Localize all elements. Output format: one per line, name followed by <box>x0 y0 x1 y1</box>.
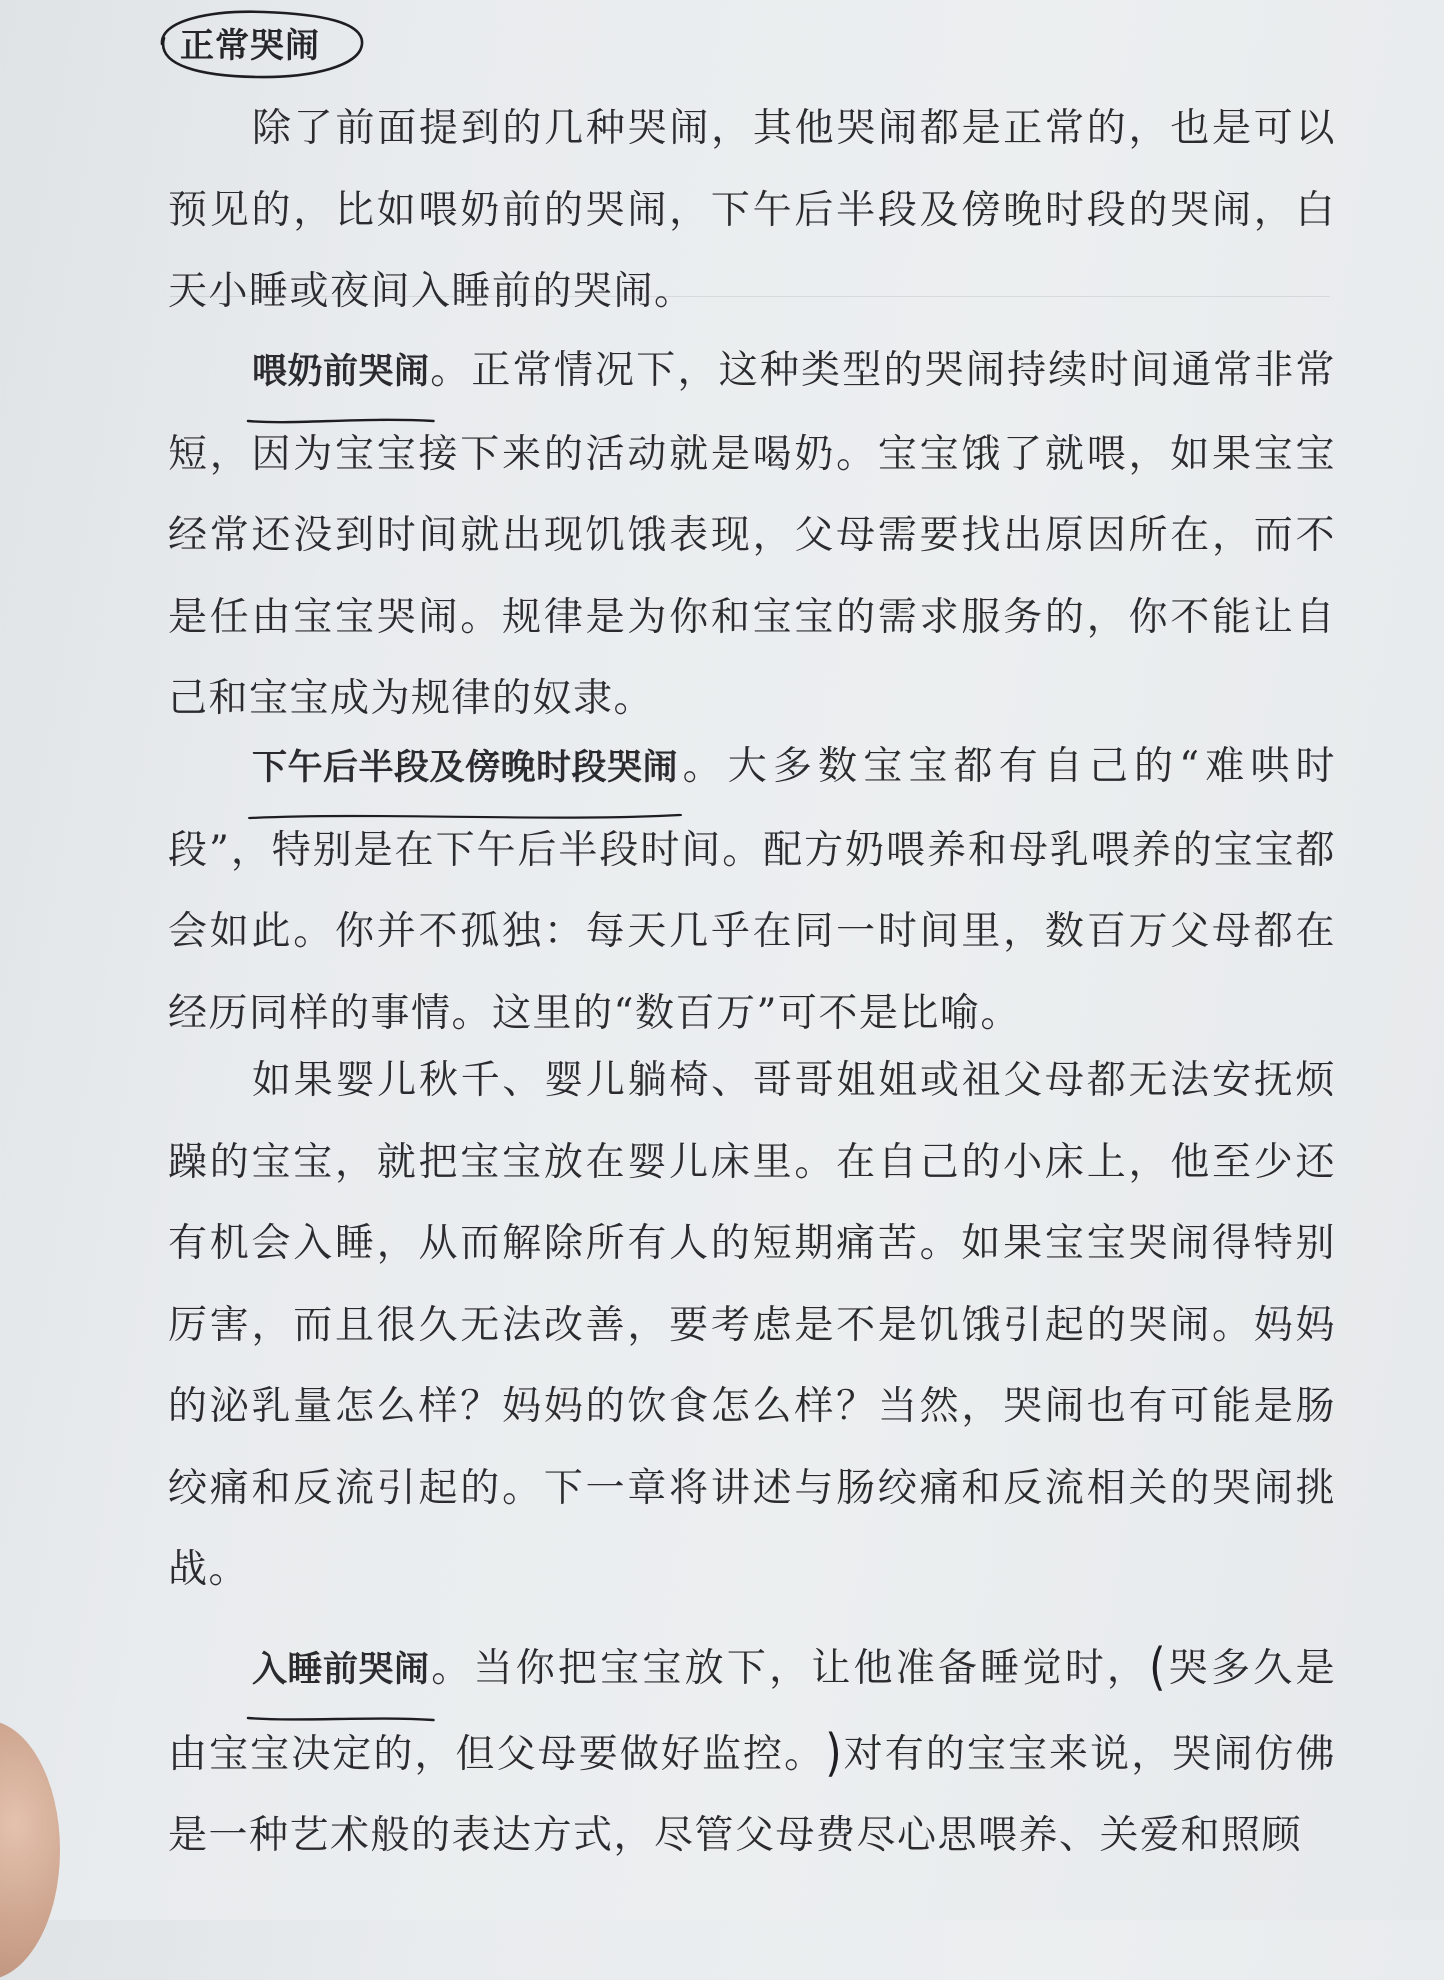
term-before-feeding <box>252 332 430 414</box>
paragraph-before-sleep-text-2: 对有的宝宝来说，哭闹仿佛是一种艺术般的表达方式，尽管父母费尽心思喂养、关爱和照顾 <box>168 1731 1336 1858</box>
term-afternoon <box>252 728 678 810</box>
paragraph-crib <box>168 1040 1336 1611</box>
section-heading <box>152 4 370 84</box>
open-bracket-mark: ( <box>1149 1637 1168 1696</box>
faint-rule <box>170 296 1330 297</box>
paragraph-afternoon <box>168 726 1336 1054</box>
paragraph-before-sleep <box>168 1626 1336 1877</box>
paragraph-before-feeding-text: 。正常情况下，这种类型的哭闹持续时间通常非常短，因为宝宝接下来的活动就是喝奶。宝宝饿了就喂，如果宝宝经常还没到时间就出现饥饿表现，父母需要找出原因所在，而不是任由宝宝哭闹。规律是为你和宝宝的需求服务的，你不能让自己和宝宝成为规律的奴隶。 <box>168 348 1336 721</box>
finger-shadow <box>0 1720 60 1980</box>
paragraph-crib-text: 如果婴儿秋千、婴儿躺椅、哥哥姐姐或祖父母都无法安抚烦躁的宝宝，就把宝宝放在婴儿床里。在自己的小床上，他至少还有机会入睡，从而解除所有人的短期痛苦。如果宝宝哭闹得特别厉害，而且很久无法改善，要考虑是不是饥饿引起的哭闹。妈妈的泌乳量怎么样？妈妈的饮食怎么样？当然，哭闹也有可能是肠绞痛和反流引起的。下一章将讲述与肠绞痛和反流相关的哭闹挑战。 <box>168 1058 1336 1592</box>
term-before-feeding-text: 喂奶前哭闹 <box>252 352 430 392</box>
paragraph-intro-text: 除了前面提到的几种哭闹，其他哭闹都是正常的，也是可以预见的，比如喂奶前的哭闹，下午后半段及傍晚时段的哭闹，白天小睡或夜间入睡前的哭闹。 <box>168 106 1336 314</box>
paragraph-afternoon-text: 。大多数宝宝都有自己的“难哄时段”，特别是在下午后半段时间。配方奶喂养和母乳喂养的宝宝都会如此。你并不孤独：每天几乎在同一时间里，数百万父母都在经历同样的事情。这里的“数百万”可不是比喻。 <box>168 744 1336 1036</box>
paragraph-before-sleep-text-1: 。当你把宝宝放下，让他准备睡觉时， <box>429 1646 1150 1691</box>
hand-underline <box>246 412 436 428</box>
term-before-sleep <box>252 1630 430 1712</box>
term-before-sleep-text: 入睡前哭闹 <box>252 1650 430 1690</box>
hand-underline <box>246 1710 436 1726</box>
hand-underline <box>246 808 684 824</box>
term-afternoon-text: 下午后半段及傍晚时段哭闹 <box>252 748 679 788</box>
paragraph-before-feeding <box>168 330 1336 740</box>
bracketed-text: 哭多久是由宝宝决定的，但父母要做好监控。 <box>168 1646 1336 1777</box>
section-heading-text: 正常哭闹 <box>180 26 320 66</box>
close-bracket-mark: ) <box>825 1722 844 1782</box>
